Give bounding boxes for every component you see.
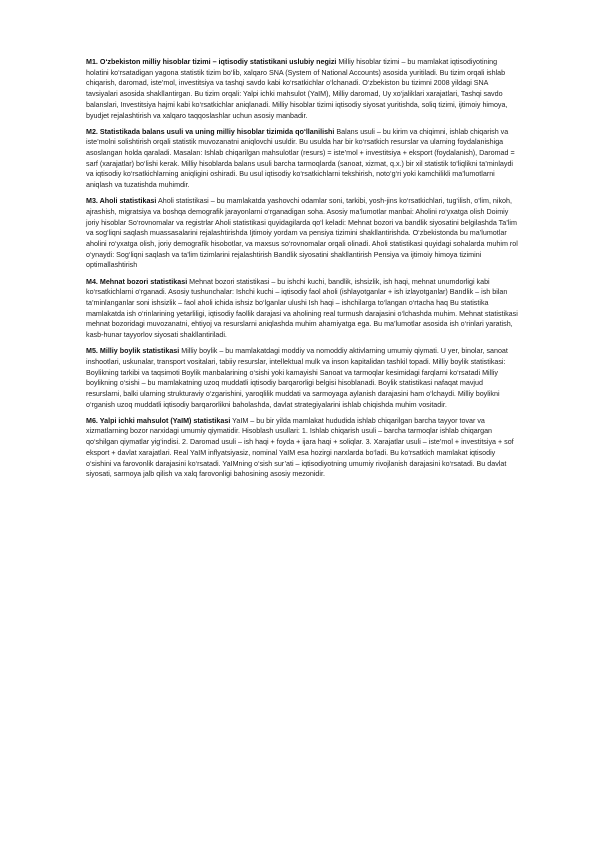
section-text: YaIM – bu bir yilda mamlakat hududida ishlab chiqarilgan barcha tayyor tovar va xizmatlarning bozor narxidagi umumiy qiymatidir. Hisoblash usullari: 1. Ishlab chiqarish usuli – barcha tarmoqlar ishlab chiqargan qo‘shilgan qiymatlar yig‘indisi. 2. Daromad usuli – ish haqi + foyda + ijara haqi + soliqlar. 3. Xarajatlar usuli – iste’mol + investitsiya + sof eksport + davlat xarajatlari. Real YaIM inflyatsiyasiz, nominal YaIM esa hozirgi narxlarda bo‘ladi. Bu ko‘rsatkich mamlakat iqtisodiy o‘sishini va farovonlik darajasini ko‘rsatadi. YaIMning o‘sish sur’ati – iqtisodiyotning umumiy rivojlanish darajasini ko‘rsatadi. Bu davlat siyosati, sarmoya jalb qilish va xalq farovonligi bahosining asosiy mezonidir. [86,416,514,479]
section-title: M5. Milliy boylik statistikasi [86,347,180,356]
section-title: M3. Aholi statistikasi [86,197,157,206]
section-text: Milliy boylik – bu mamlakatdagi moddiy va nomoddiy aktivlarning umumiy qiymati. U yer, binolar, sanoat inshootlari, uskunalar, transport vositalari, tabiiy resurslar, intellektual mulk va inson kapitalidan tashkil topadi. Milliy boylik statistikasi: Boylikning tarkibi va taqsimoti Boylik manbalarining o‘sishi yoki kamayishi Sanoat va tarmoqlar kesimidagi farqlarni ko‘rsatadi Milliy boylikning o‘sishi – bu mamlakatning uzoq muddatli iqtisodiy barqarorligi belgisi hisoblanadi. Boylik statistikasi nafaqat mavjud resurslarni, balki ularning strukturaviy o‘zgarishini, yaroqlilik muddati va sarmoyaga aylanish darajasini ham o‘lchaydi. Milliy boylikni o‘rganish uzoq muddatli iqtisodiy barqarorlikni baholashda, davlat strategiyalarini ishlab chiqishda muhim vositadir. [86,347,508,409]
section-m3 [86,196,518,271]
section-m4 [86,277,518,341]
section-m1 [86,57,518,121]
section-title: M2. Statistikada balans usuli va uning milliy hisoblar tizimida qo‘llanilishi [86,127,335,136]
section-text: Milliy hisoblar tizimi – bu mamlakat iqtisodiyotining holatini ko‘rsatadigan yagona statistik tizim bo‘lib, xalqaro SNA (System of National Accounts) asosida yuritiladi. Bu tizim orqali ishlab chiqarish, daromad, iste’mol, investitsiya va tashqi savdo kabi ko‘rsatkichlar o‘lchanadi. O‘zbekiston bu tizimni 2008 yildagi SNA tavsiyalari asosida shakllantirgan. Bu tizim orqali: Yalpi ichki mahsulot (YaIM), Milliy daromad, Uy xo‘jaliklari xarajatlari, Tashqi savdo balanslari, Investitsiya hajmi kabi ko‘rsatkichlar aniqlanadi. Milliy hisoblar tizimi iqtisodiy siyosat yuritishda, soliq tizimi, ijtimoiy himoya, byudjet rejalashtirish va xalqaro taqqoslashlar uchun asosiy manbadir. [86,58,508,120]
section-m6 [86,416,518,480]
section-title: M1. O‘zbekiston milliy hisoblar tizimi – iqtisodiy statistikani uslubiy negizi [86,58,337,66]
document-body [86,57,518,485]
section-title: M4. Mehnat bozori statistikasi [86,277,188,286]
section-text: Aholi statistikasi – bu mamlakatda yashovchi odamlar soni, tarkibi, yosh-jins ko‘rsatkichlari, tug‘ilish, o‘lim, nikoh, ajrashish, migratsiya va boshqa demografik jarayonlarni o‘rganadigan soha. Asosiy ma’lumotlar manbai: Aholini ro‘yxatga olish Doimiy joriy hisoblar So‘rovnomalar va registrlar Aholi statistikasi quyidagilarda qo‘l keladi: Mehnat bozori va bandlik siyosatini belgilashda Ta’lim va sog‘liqni saqlash muassasalarini rejalashtirishda Ijtimoiy yordam va pensiya tizimini shakllantirishda. O‘zbekistonda bu ma’lumotlar aholini ro‘yxatga olish, joriy demografik hisobotlar, va maxsus so‘rovnomalar orqali olinadi. Aholi statistikasi quyidagi sohalarda muhim rol o‘ynaydi: Sog‘liqni saqlash va ta’lim tizimlarini rejalashtirish Bandlik siyosatini shakllantirish Pensiya va ijtimoiy himoya tizimini optimallashtirish [86,197,518,270]
section-title: M6. Yalpi ichki mahsulot (YaIM) statistikasi [86,416,231,425]
section-m2 [86,127,518,191]
section-m5 [86,346,518,410]
section-text: Balans usuli – bu kirim va chiqimni, ishlab chiqarish va iste’molni solishtirish orqali statistik muvozanatni aniqlovchi usuldir. Bu usulda har bir ko‘rsatkich resurslar va ularning foydalanishiga asoslangan holda qaraladi. Masalan: Ishlab chiqarilgan mahsulotlar (resurs) = iste’mol + investitsiya + eksport (foydalanish), Daromad = sarf (xarajatlar) bo‘lishi kerak. Milliy hisoblarda balans usuli barcha tarmoqlarda (sanoat, xizmat, q.x.) bir xil statistik to‘liqlikni ta’minlaydi va iqtisodiy ko‘rsatkichlarning aniqligini oshiradi. Bu usul iqtisodiy ko‘rsatkichlarni tekshirish, noto‘g‘ri yoki kamchilikli ma’lumotlarni aniqlash va tuzatishda muhimdir. [86,127,515,190]
section-text: Mehnat bozori statistikasi – bu ishchi kuchi, bandlik, ishsizlik, ish haqi, mehnat unumdorligi kabi ko‘rsatkichlarni o‘rganadi. Asosiy tushunchalar: Ishchi kuchi – iqtisodiy faol aholi (ishlayotganlar + ish izlayotganlar) Bandlik – ish bilan ta’minlanganlar soni ishsizlik – faol aholi ichida ishsiz bo‘lganlar ulushi Ish haqi – ishchilarga to‘langan o‘rtacha haq Bu statistika mamlakatda ish o‘rinlarining yetarliligi, iqtisodiy faollik darajasi va aholining real turmush darajasini o‘lchashda muhim. Mehnat statistikasi mehnat bozoridagi muvozanatni, ehtiyoj va resurslarni aniqlashda muhim ahamiyatga ega. Bu ma’lumotlar asosida ish o‘rinlari yaratish, kasb-hunar tayyorlov siyosati shakllantiriladi. [86,277,518,340]
